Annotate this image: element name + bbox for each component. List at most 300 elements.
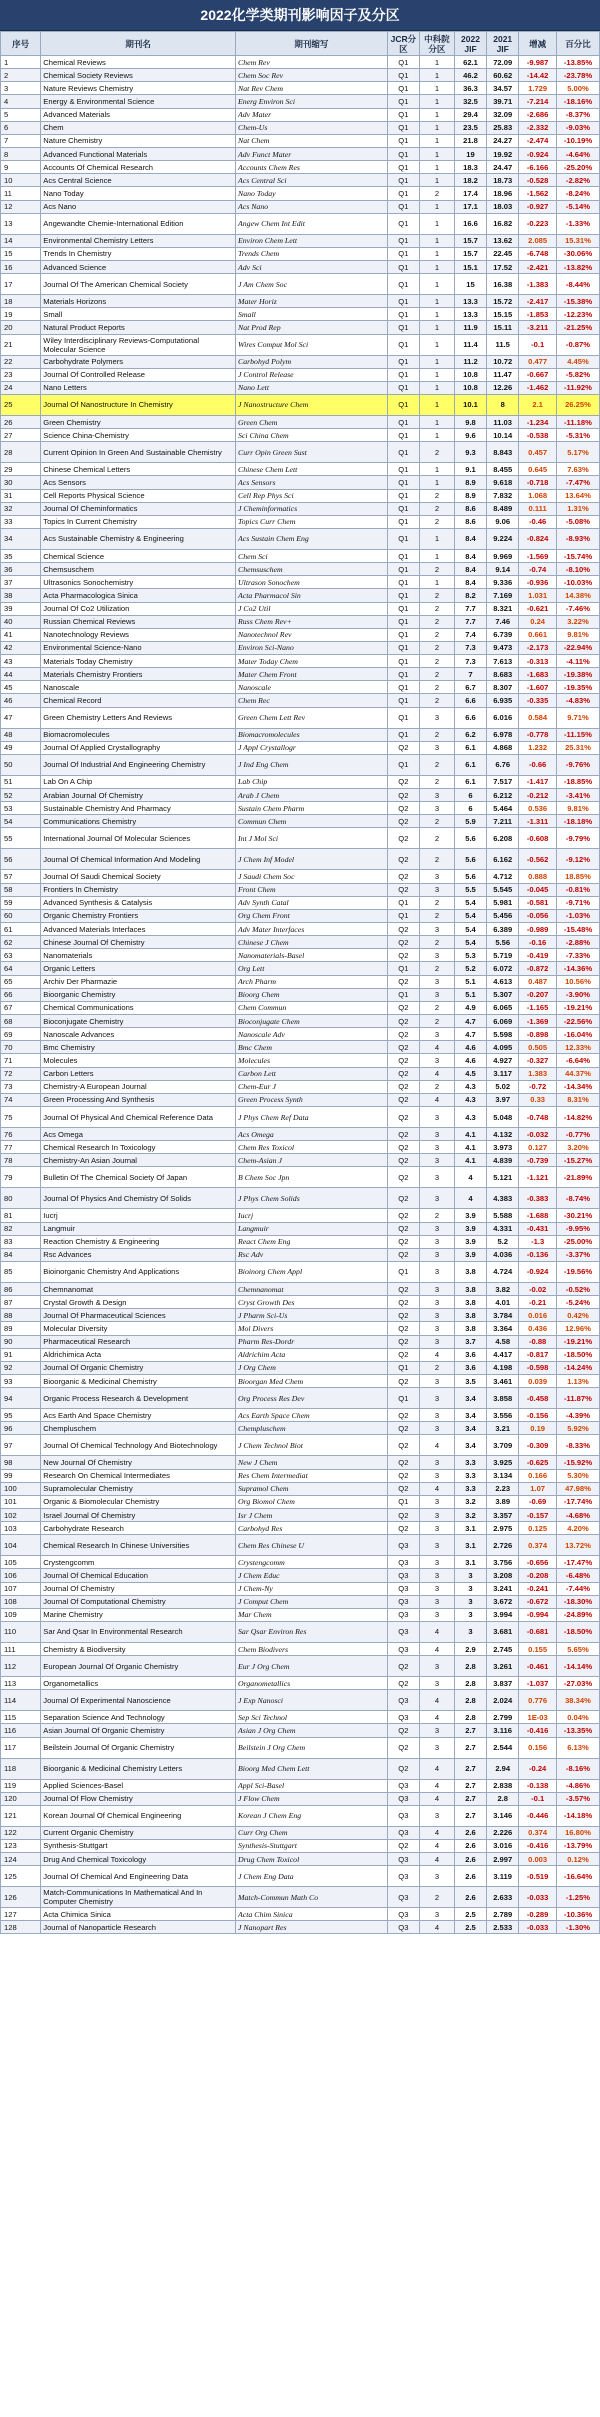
jif-2021: 3.925: [487, 1456, 519, 1469]
jif-percent: -9.79%: [556, 828, 599, 849]
jif-change: 0.457: [519, 442, 557, 463]
cas-zone: 2: [419, 502, 454, 515]
jif-2022: 5.2: [454, 962, 486, 975]
row-no: 64: [1, 962, 41, 975]
jif-change: -3.211: [519, 321, 557, 334]
jif-change: -0.02: [519, 1282, 557, 1295]
row-no: 31: [1, 489, 41, 502]
jif-2022: 7.7: [454, 615, 486, 628]
cas-zone: 2: [419, 828, 454, 849]
jif-change: -1.569: [519, 549, 557, 562]
jcr-quartile: Q2: [387, 1154, 419, 1167]
jif-2022: 4.5: [454, 1067, 486, 1080]
journal-abbreviation: J Phys Chem Ref Data: [236, 1107, 388, 1128]
table-row: [1, 1154, 600, 1167]
table-row: [1, 82, 600, 95]
jif-2022: 3.1: [454, 1556, 486, 1569]
jif-2022: 2.7: [454, 1792, 486, 1805]
row-no: 99: [1, 1469, 41, 1482]
journal-name: Journal Of Pharmaceutical Sciences: [41, 1309, 236, 1322]
row-no: 59: [1, 896, 41, 909]
jif-percent: -19.21%: [556, 1001, 599, 1014]
jif-2021: 16.82: [487, 213, 519, 234]
journal-name: Journal Of The American Chemical Society: [41, 274, 236, 295]
table-row: [1, 1792, 600, 1805]
jif-change: -1.688: [519, 1209, 557, 1222]
cas-zone: 2: [419, 849, 454, 870]
journal-name: Crystal Growth & Design: [41, 1296, 236, 1309]
jif-change: 1E-03: [519, 1711, 557, 1724]
jif-percent: 16.80%: [556, 1826, 599, 1839]
jif-percent: -25.00%: [556, 1235, 599, 1248]
jif-2021: 5.464: [487, 802, 519, 815]
table-row: [1, 213, 600, 234]
jif-percent: -7.44%: [556, 1582, 599, 1595]
jcr-quartile: Q1: [387, 707, 419, 728]
jif-percent: 12.33%: [556, 1041, 599, 1054]
jif-2022: 3.9: [454, 1222, 486, 1235]
jif-2022: 2.5: [454, 1921, 486, 1934]
table-row: [1, 1779, 600, 1792]
jif-2022: 15.7: [454, 234, 486, 247]
row-no: 101: [1, 1495, 41, 1508]
journal-name: Bioorganic & Medicinal Chemistry: [41, 1374, 236, 1387]
cas-zone: 1: [419, 108, 454, 121]
journal-name: Journal Of Cheminformatics: [41, 502, 236, 515]
jcr-quartile: Q1: [387, 442, 419, 463]
header-jif-2022: 2022 JIF: [454, 32, 486, 56]
cas-zone: 1: [419, 213, 454, 234]
journal-abbreviation: Rsc Adv: [236, 1248, 388, 1261]
jcr-quartile: Q1: [387, 108, 419, 121]
row-no: 12: [1, 200, 41, 213]
journal-name: Current Organic Chemistry: [41, 1826, 236, 1839]
jif-percent: 9.71%: [556, 707, 599, 728]
table-row: [1, 442, 600, 463]
row-no: 124: [1, 1853, 41, 1866]
jif-2021: 5.545: [487, 883, 519, 896]
jif-2021: 34.57: [487, 82, 519, 95]
journal-abbreviation: Sci China Chem: [236, 429, 388, 442]
jif-2021: 2.94: [487, 1758, 519, 1779]
jif-percent: -4.64%: [556, 147, 599, 160]
table-row: [1, 728, 600, 741]
table-row: [1, 775, 600, 788]
header-no: 序号: [1, 32, 41, 56]
cas-zone: 2: [419, 641, 454, 654]
jif-percent: -30.21%: [556, 1209, 599, 1222]
row-no: 32: [1, 502, 41, 515]
journal-name: Asian Journal Of Organic Chemistry: [41, 1724, 236, 1737]
table-row: [1, 754, 600, 775]
jif-2022: 6: [454, 789, 486, 802]
cas-zone: 2: [419, 668, 454, 681]
journal-name: Synthesis-Stuttgart: [41, 1839, 236, 1852]
jcr-quartile: Q1: [387, 394, 419, 415]
journal-abbreviation: J Cheminformatics: [236, 502, 388, 515]
row-no: 17: [1, 274, 41, 295]
jif-percent: -13.82%: [556, 260, 599, 273]
table-row: [1, 1015, 600, 1028]
row-no: 76: [1, 1128, 41, 1141]
jif-change: -0.208: [519, 1569, 557, 1582]
cas-zone: 1: [419, 134, 454, 147]
cas-zone: 3: [419, 1582, 454, 1595]
jif-change: -2.332: [519, 121, 557, 134]
jif-2021: 9.473: [487, 641, 519, 654]
jif-2022: 4.1: [454, 1128, 486, 1141]
jif-2021: 5.588: [487, 1209, 519, 1222]
cas-zone: 4: [419, 1758, 454, 1779]
jcr-quartile: Q2: [387, 923, 419, 936]
table-row: [1, 1582, 600, 1595]
jcr-quartile: Q2: [387, 870, 419, 883]
cas-zone: 3: [419, 1154, 454, 1167]
journal-name: Applied Sciences-Basel: [41, 1779, 236, 1792]
table-row: [1, 962, 600, 975]
jcr-quartile: Q3: [387, 1866, 419, 1887]
jcr-quartile: Q2: [387, 741, 419, 754]
row-no: 46: [1, 694, 41, 707]
jif-percent: -14.24%: [556, 1361, 599, 1374]
row-no: 57: [1, 870, 41, 883]
journal-abbreviation: J Exp Nanosci: [236, 1690, 388, 1711]
cas-zone: 2: [419, 563, 454, 576]
jcr-quartile: Q2: [387, 1209, 419, 1222]
jcr-quartile: Q2: [387, 849, 419, 870]
jif-change: -1.121: [519, 1167, 557, 1188]
table-row: [1, 1128, 600, 1141]
journal-name: Bioconjugate Chemistry: [41, 1015, 236, 1028]
jcr-quartile: Q1: [387, 909, 419, 922]
table-row: [1, 56, 600, 69]
journal-name: Journal Of Chemical Information And Modeling: [41, 849, 236, 870]
journal-name: Bioinorganic Chemistry And Applications: [41, 1261, 236, 1282]
jif-percent: -19.21%: [556, 1335, 599, 1348]
journal-name: Bioorganic & Medicinal Chemistry Letters: [41, 1758, 236, 1779]
jif-2021: 3.973: [487, 1141, 519, 1154]
jif-2021: 17.52: [487, 260, 519, 273]
journal-abbreviation: J Nanopart Res: [236, 1921, 388, 1934]
table-row: [1, 1093, 600, 1106]
jif-change: -0.313: [519, 655, 557, 668]
cas-zone: 3: [419, 1495, 454, 1508]
jif-percent: -22.94%: [556, 641, 599, 654]
journal-name: Nature Reviews Chemistry: [41, 82, 236, 95]
row-no: 1: [1, 56, 41, 69]
jif-change: -0.207: [519, 988, 557, 1001]
jif-percent: -21.25%: [556, 321, 599, 334]
journal-name: Chemical Reviews: [41, 56, 236, 69]
jcr-quartile: Q2: [387, 1482, 419, 1495]
journal-abbreviation: Topics Curr Chem: [236, 515, 388, 528]
journal-abbreviation: Small: [236, 308, 388, 321]
jcr-quartile: Q2: [387, 1067, 419, 1080]
row-no: 126: [1, 1887, 41, 1908]
cas-zone: 3: [419, 1595, 454, 1608]
journal-name: New Journal Of Chemistry: [41, 1456, 236, 1469]
jif-change: -1.311: [519, 815, 557, 828]
jif-2021: 3.461: [487, 1374, 519, 1387]
jif-percent: 15.31%: [556, 234, 599, 247]
row-no: 107: [1, 1582, 41, 1595]
jif-change: -0.419: [519, 949, 557, 962]
jif-2022: 2.8: [454, 1656, 486, 1677]
jif-change: -0.667: [519, 368, 557, 381]
table-row: [1, 549, 600, 562]
header-jcr-quartile: JCR分区: [387, 32, 419, 56]
table-row: [1, 260, 600, 273]
jif-2022: 5.5: [454, 883, 486, 896]
jcr-quartile: Q3: [387, 1887, 419, 1908]
table-row: [1, 1296, 600, 1309]
journal-name: Science China-Chemistry: [41, 429, 236, 442]
journal-name: Nanoscale: [41, 681, 236, 694]
cas-zone: 1: [419, 260, 454, 273]
journal-name: Journal Of Physics And Chemistry Of Solids: [41, 1188, 236, 1209]
table-row: [1, 936, 600, 949]
journal-abbreviation: J Org Chem: [236, 1361, 388, 1374]
jif-2021: 15.11: [487, 321, 519, 334]
journal-name: Acs Earth And Space Chemistry: [41, 1409, 236, 1422]
jcr-quartile: Q1: [387, 161, 419, 174]
table-row: [1, 502, 600, 515]
row-no: 123: [1, 1839, 41, 1852]
journal-abbreviation: Drug Chem Toxicol: [236, 1853, 388, 1866]
journal-name: European Journal Of Organic Chemistry: [41, 1656, 236, 1677]
jif-2021: 7.613: [487, 655, 519, 668]
jif-2022: 32.5: [454, 95, 486, 108]
table-row: [1, 274, 600, 295]
jif-2022: 3.7: [454, 1335, 486, 1348]
jif-2022: 3.6: [454, 1361, 486, 1374]
journal-name: Accounts Of Chemical Research: [41, 161, 236, 174]
cas-zone: 3: [419, 949, 454, 962]
jif-percent: -8.44%: [556, 274, 599, 295]
jcr-quartile: Q1: [387, 962, 419, 975]
jif-percent: -30.06%: [556, 247, 599, 260]
jif-2021: 9.969: [487, 549, 519, 562]
journal-name: Journal of Nanoparticle Research: [41, 1921, 236, 1934]
jif-2021: 7.211: [487, 815, 519, 828]
jif-2022: 2.6: [454, 1853, 486, 1866]
jcr-quartile: Q2: [387, 1839, 419, 1852]
journal-name: Pharmaceutical Research: [41, 1335, 236, 1348]
jif-2022: 3.8: [454, 1261, 486, 1282]
row-no: 108: [1, 1595, 41, 1608]
row-no: 47: [1, 707, 41, 728]
journal-name: Iucrj: [41, 1209, 236, 1222]
row-no: 9: [1, 161, 41, 174]
jif-percent: -13.79%: [556, 1839, 599, 1852]
jif-percent: 6.13%: [556, 1737, 599, 1758]
journal-abbreviation: B Chem Soc Jpn: [236, 1167, 388, 1188]
jif-percent: -1.03%: [556, 909, 599, 922]
cas-zone: 4: [419, 1067, 454, 1080]
jif-2021: 4.01: [487, 1296, 519, 1309]
jcr-quartile: Q1: [387, 56, 419, 69]
row-no: 119: [1, 1779, 41, 1792]
row-no: 115: [1, 1711, 41, 1724]
jcr-quartile: Q2: [387, 1015, 419, 1028]
table-row: [1, 1556, 600, 1569]
jcr-quartile: Q2: [387, 949, 419, 962]
jif-percent: -3.37%: [556, 1248, 599, 1261]
row-no: 49: [1, 741, 41, 754]
journal-name: Materials Chemistry Frontiers: [41, 668, 236, 681]
jif-change: 0.436: [519, 1322, 557, 1335]
jcr-quartile: Q2: [387, 775, 419, 788]
row-no: 114: [1, 1690, 41, 1711]
cas-zone: 3: [419, 1128, 454, 1141]
journal-name: Nature Chemistry: [41, 134, 236, 147]
cas-zone: 1: [419, 308, 454, 321]
jcr-quartile: Q1: [387, 234, 419, 247]
cas-zone: 3: [419, 1422, 454, 1435]
journal-abbreviation: Chinese Chem Lett: [236, 463, 388, 476]
jif-2022: 3.9: [454, 1209, 486, 1222]
jif-percent: 10.56%: [556, 975, 599, 988]
journal-abbreviation: Chempluschem: [236, 1422, 388, 1435]
journal-name: Arabian Journal Of Chemistry: [41, 789, 236, 802]
cas-zone: 1: [419, 174, 454, 187]
jif-2021: 10.14: [487, 429, 519, 442]
jcr-quartile: Q1: [387, 549, 419, 562]
journal-abbreviation: J Saudi Chem Soc: [236, 870, 388, 883]
jcr-quartile: Q1: [387, 463, 419, 476]
table-row: [1, 463, 600, 476]
cas-zone: 3: [419, 1469, 454, 1482]
row-no: 30: [1, 476, 41, 489]
jif-percent: -8.37%: [556, 108, 599, 121]
row-no: 78: [1, 1154, 41, 1167]
table-row: [1, 802, 600, 815]
cas-zone: 4: [419, 1041, 454, 1054]
journal-name: Green Processing And Synthesis: [41, 1093, 236, 1106]
page-title: 2022化学类期刊影响因子及分区: [0, 0, 600, 31]
cas-zone: 3: [419, 975, 454, 988]
table-row: [1, 655, 600, 668]
jif-change: -1.369: [519, 1015, 557, 1028]
row-no: 127: [1, 1908, 41, 1921]
row-no: 74: [1, 1093, 41, 1106]
jcr-quartile: Q2: [387, 1677, 419, 1690]
jif-change: 0.127: [519, 1141, 557, 1154]
jcr-quartile: Q3: [387, 1595, 419, 1608]
journal-abbreviation: Environ Sci-Nano: [236, 641, 388, 654]
row-no: 51: [1, 775, 41, 788]
jcr-quartile: Q2: [387, 1222, 419, 1235]
jif-change: -0.335: [519, 694, 557, 707]
cas-zone: 4: [419, 1435, 454, 1456]
table-row: [1, 1608, 600, 1621]
journal-name: Langmuir: [41, 1222, 236, 1235]
row-no: 97: [1, 1435, 41, 1456]
table-row: [1, 1866, 600, 1887]
jif-change: -2.173: [519, 641, 557, 654]
cas-zone: 2: [419, 187, 454, 200]
jif-percent: -2.82%: [556, 174, 599, 187]
row-no: 16: [1, 260, 41, 273]
jif-percent: -10.19%: [556, 134, 599, 147]
cas-zone: 1: [419, 274, 454, 295]
journal-name: Advanced Synthesis & Catalysis: [41, 896, 236, 909]
jif-2022: 3.3: [454, 1482, 486, 1495]
jif-change: -9.987: [519, 56, 557, 69]
journal-abbreviation: Acs Earth Space Chem: [236, 1409, 388, 1422]
jif-change: -1.234: [519, 415, 557, 428]
journal-name: Journal Of Chemical Technology And Biotechnology: [41, 1435, 236, 1456]
table-row: [1, 641, 600, 654]
cas-zone: 3: [419, 1188, 454, 1209]
cas-zone: 1: [419, 368, 454, 381]
jif-2021: 3.756: [487, 1556, 519, 1569]
jif-percent: -0.77%: [556, 1128, 599, 1141]
journal-name: Journal Of Chemical And Engineering Data: [41, 1866, 236, 1887]
jif-2021: 19.92: [487, 147, 519, 160]
journal-abbreviation: Mater Horiz: [236, 295, 388, 308]
jif-percent: 7.63%: [556, 463, 599, 476]
table-row: [1, 949, 600, 962]
row-no: 53: [1, 802, 41, 815]
journal-name: Chemical Science: [41, 549, 236, 562]
jif-percent: 13.64%: [556, 489, 599, 502]
jif-change: -0.289: [519, 1908, 557, 1921]
journal-abbreviation: Carbohyd Res: [236, 1522, 388, 1535]
table-row: [1, 563, 600, 576]
journal-name: Acs Omega: [41, 1128, 236, 1141]
jif-2021: 2.975: [487, 1522, 519, 1535]
jif-2022: 3: [454, 1569, 486, 1582]
jif-percent: -11.92%: [556, 381, 599, 394]
row-no: 91: [1, 1348, 41, 1361]
jif-percent: -10.36%: [556, 1908, 599, 1921]
jif-2022: 4.3: [454, 1080, 486, 1093]
jif-change: 0.536: [519, 802, 557, 815]
jif-2022: 3.1: [454, 1535, 486, 1556]
header-change: 增减: [519, 32, 557, 56]
journal-abbreviation: Nanotechnol Rev: [236, 628, 388, 641]
jcr-quartile: Q2: [387, 1248, 419, 1261]
jif-change: -0.033: [519, 1921, 557, 1934]
jcr-quartile: Q1: [387, 615, 419, 628]
jif-percent: -9.76%: [556, 754, 599, 775]
cas-zone: 2: [419, 909, 454, 922]
jif-2022: 4.9: [454, 1001, 486, 1014]
row-no: 122: [1, 1826, 41, 1839]
journal-name: Chemical Research In Toxicology: [41, 1141, 236, 1154]
jif-percent: 5.65%: [556, 1642, 599, 1655]
journal-abbreviation: Front Chem: [236, 883, 388, 896]
cas-zone: 2: [419, 896, 454, 909]
journal-abbreviation: Cryst Growth Des: [236, 1296, 388, 1309]
table-row: [1, 1335, 600, 1348]
jif-change: -0.241: [519, 1582, 557, 1595]
jcr-quartile: Q3: [387, 1805, 419, 1826]
row-no: 87: [1, 1296, 41, 1309]
journal-abbreviation: Adv Mater: [236, 108, 388, 121]
journal-name: Chinese Journal Of Chemistry: [41, 936, 236, 949]
jif-change: -1.037: [519, 1677, 557, 1690]
jif-change: -0.458: [519, 1388, 557, 1409]
jif-change: -0.681: [519, 1621, 557, 1642]
jif-change: -1.853: [519, 308, 557, 321]
jcr-quartile: Q3: [387, 1556, 419, 1569]
header-abbreviation: 期刊缩写: [236, 32, 388, 56]
journal-abbreviation: Org Process Res Dev: [236, 1388, 388, 1409]
journal-name: Supramolecular Chemistry: [41, 1482, 236, 1495]
journal-name: Green Chemistry Letters And Reviews: [41, 707, 236, 728]
